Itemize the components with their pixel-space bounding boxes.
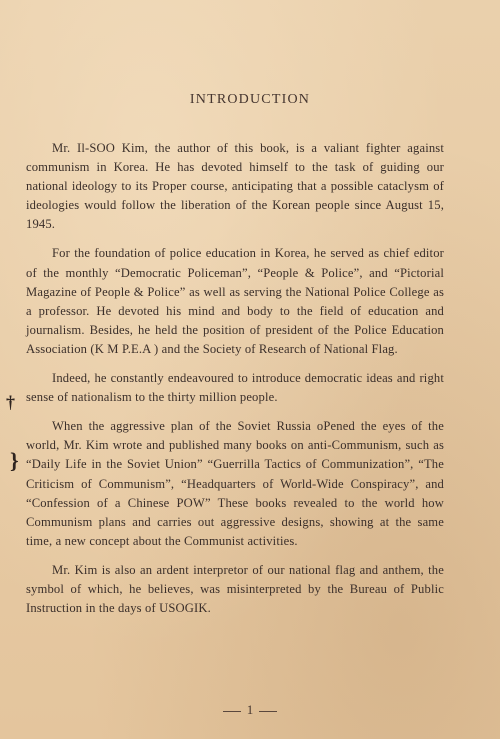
margin-mark-brace: } xyxy=(10,448,19,473)
page-number-right-dash xyxy=(259,711,277,712)
paragraph-national-flag: Mr. Kim is also an ardent interpretor of our national flag and anthem, the symbol of which, he believes, was misinterpreted by the Bureau of Public Instruction in the days of USOGIK. xyxy=(26,562,444,616)
paragraph-anti-communism-books: When the aggressive plan of the Soviet Russia oPened the eyes of the world, Mr. Kim wrote and published many books on anti-Communism, such as “Daily Life in the Soviet Union” “Guerrilla Tactics of Communization”, “The Criticism of Communism”, “Headquarters of World-Wide Conspiracy”, and “Confession of a Chinese POW” These books revealed to the world how Communism plans and carries out aggressive designs, showing at the same time, a new concept about the Communist activities. xyxy=(26,419,444,548)
body-text xyxy=(26,139,444,628)
page-title: INTRODUCTION xyxy=(189,92,311,107)
paragraph-author-intro: Mr. Il-SOO Kim, the author of this book, is a valiant fighter against communism in Korea. He has devoted himself to the task of guiding our national ideology to its Proper course, anticipating that a possible cataclysm of ideologies would follow the liberation of the Korean people since August 15, 1945. xyxy=(26,141,444,232)
page-number-left-dash xyxy=(223,711,241,712)
paragraph-democratic-ideas: Indeed, he constantly endeavoured to introduce democratic ideas and right sense of nationalism to the thirty million people. xyxy=(26,371,444,405)
page-number xyxy=(0,702,500,718)
paragraph-police-education: For the foundation of police education in Korea, he served as chief editor of the monthly “Democratic Policeman”, “People & Police”, and “Pictorial Magazine of People & Police” as well as serving the National Police College as a professor. He devoted his mind and body to the field of education and journalism. Besides, he held the position of president of the Police Education Association (K M P.E.A ) and the Society of Research of National Flag. xyxy=(26,246,444,356)
page-number-value: 1 xyxy=(246,702,254,717)
margin-mark-dagger: † xyxy=(6,392,15,412)
